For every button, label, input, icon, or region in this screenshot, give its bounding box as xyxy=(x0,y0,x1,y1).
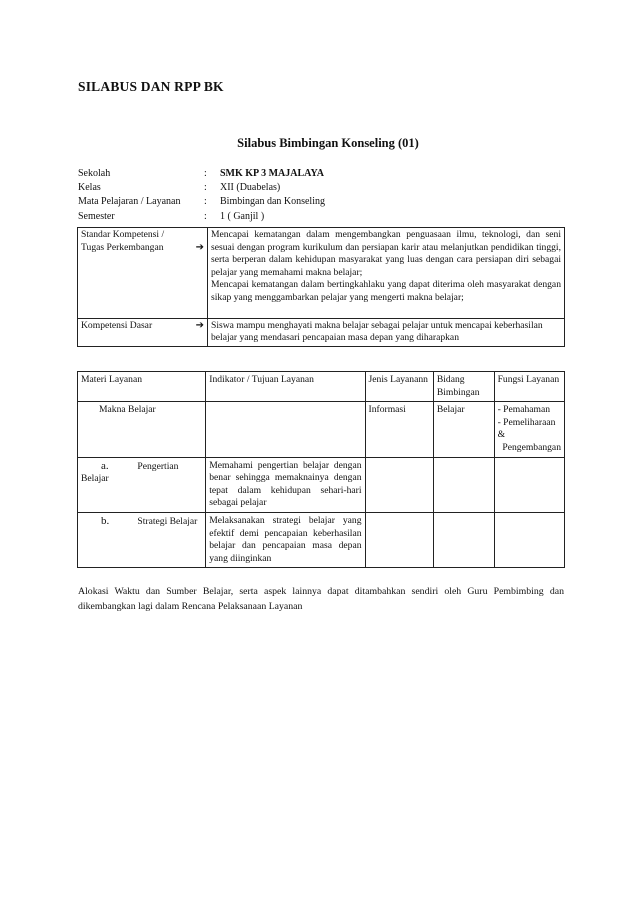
info-colon: : xyxy=(204,196,207,208)
closing-note: Alokasi Waktu dan Sumber Belajar, serta aspek lainnya dapat ditambahkan sendiri oleh Guru Pembimbing dan dikembangkan lagi dalam Rencana Pelaksanaan Layanan xyxy=(78,586,564,612)
info-value: XII (Duabelas) xyxy=(220,182,281,194)
item-function xyxy=(494,457,564,512)
standard-competency-text-2: Mencapai kematangan dalam bertingkahlaku yang dapat diterima oleh masyarakat dengan sikap yang menggambarkan pelajar yang mengerti makna belajar; xyxy=(211,279,561,303)
item-type xyxy=(365,512,433,567)
basic-competency-label-cell xyxy=(78,318,208,346)
item-name-cell xyxy=(78,457,206,512)
item-number: b. xyxy=(101,514,110,527)
info-value: Bimbingan dan Konseling xyxy=(220,196,325,208)
item-name-cell xyxy=(78,512,206,567)
document-title: SILABUS DAN RPP BK xyxy=(78,79,224,94)
item-number: a. xyxy=(101,459,109,472)
arrow-right-icon: ➔ xyxy=(195,319,204,331)
info-colon: : xyxy=(204,210,207,222)
standard-competency-text-cell xyxy=(208,228,565,319)
topic-indicator-cell xyxy=(206,402,365,457)
standard-competency-label-cell xyxy=(78,228,208,319)
arrow-right-icon: ➔ xyxy=(195,241,204,253)
function-item: - Pemahaman xyxy=(497,404,551,416)
basic-competency-text: Siswa mampu menghayati makna belajar sebagai pelajar untuk mencapai keberhasilan belajar yang mendasari pencapaian masa depan yang diharapkan xyxy=(208,318,565,346)
service-table xyxy=(77,371,565,568)
development-task-label: Tugas Perkembangan xyxy=(81,241,164,253)
standard-competency-label: Standar Kompetensi / xyxy=(81,229,165,240)
standard-competency-text: Mencapai kematangan dalam mengembangkan penguasaan ilmu, teknologi, dan seni sesuai dengan program kurikulum dan persiapan karir atau melanjutkan pendidikan tinggi, serta berperan dalam kehidupan masyarakat yang luas dengan cara persiapan diri sebagai pelajar yang memahami makna belajar; xyxy=(211,229,561,278)
table-row xyxy=(78,512,565,567)
info-row-class xyxy=(78,181,325,195)
function-item: & xyxy=(497,429,506,441)
header-function: Fungsi Layanan xyxy=(494,372,564,402)
table-row xyxy=(78,457,565,512)
info-value: 1 ( Ganjil ) xyxy=(220,210,265,222)
topic-field: Belajar xyxy=(433,402,494,457)
info-value: SMK KP 3 MAJALAYA xyxy=(220,168,324,179)
info-row-semester xyxy=(78,210,325,224)
topic-functions xyxy=(494,402,564,457)
info-row-subject xyxy=(78,195,325,209)
function-item: - Pemeliharaan xyxy=(497,416,556,428)
info-row-school xyxy=(78,167,325,181)
topic-name: Makna Belajar xyxy=(99,404,156,416)
item-function xyxy=(494,512,564,567)
header-type: Jenis Layanann xyxy=(365,372,433,402)
topic-cell xyxy=(78,402,206,457)
basic-competency-label: Kompetensi Dasar xyxy=(81,319,153,331)
header-field: Bidang Bimbingan xyxy=(433,372,494,402)
header-material: Materi Layanan xyxy=(78,372,206,402)
basic-competency-row xyxy=(78,318,565,346)
school-info xyxy=(78,167,325,224)
standard-competency-row xyxy=(78,228,565,319)
competency-table xyxy=(77,227,565,347)
item-name: Strategi Belajar xyxy=(137,515,198,527)
info-colon: : xyxy=(204,182,207,194)
info-label: Sekolah xyxy=(78,168,111,179)
topic-type: Informasi xyxy=(365,402,433,457)
item-indicator: Melaksanakan strategi belajar yang efektif demi pencapaian keberhasilan belajar dan pencapaian masa depan yang diinginkan xyxy=(206,512,365,567)
service-header-row xyxy=(78,372,565,402)
item-type xyxy=(365,457,433,512)
function-item: Pengembangan xyxy=(497,441,561,453)
info-label: Semester xyxy=(78,210,115,222)
info-label: Kelas xyxy=(78,182,101,194)
item-field xyxy=(433,457,494,512)
info-colon: : xyxy=(204,168,207,179)
item-name: Pengertian Belajar xyxy=(81,460,179,485)
header-indicator: Indikator / Tujuan Layanan xyxy=(206,372,365,402)
item-field xyxy=(433,512,494,567)
info-label: Mata Pelajaran / Layanan xyxy=(78,196,181,208)
item-indicator: Memahami pengertian belajar dengan benar sehingga memaknainya dengan tepat dalam kehidupan sehari-hari sebagai pelajar xyxy=(206,457,365,512)
service-topic-row xyxy=(78,402,565,457)
syllabus-subtitle: Silabus Bimbingan Konseling (01) xyxy=(237,136,419,150)
